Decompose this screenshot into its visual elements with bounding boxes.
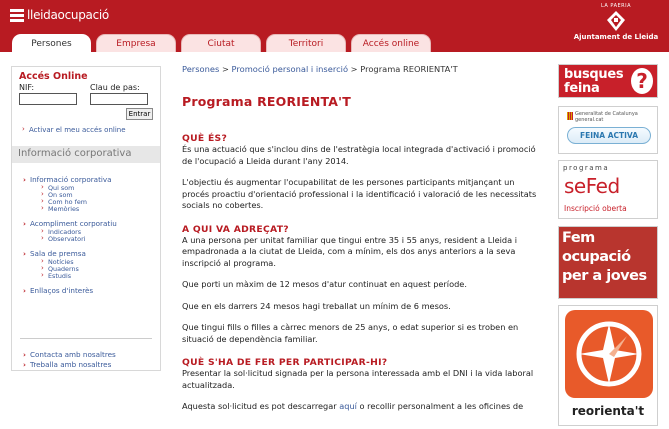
menu-group — [20, 175, 154, 213]
programa-label: programa — [563, 164, 610, 172]
sefed-logo: seFed — [564, 174, 620, 198]
ajuntament-name: Ajuntament de Lleida — [573, 33, 659, 41]
paragraph: Presentar la sol·licitud signada per la persona interessada amb el DNI i la vida laboral actualitzada. — [182, 368, 534, 390]
paragraph: Que porti un màxim de 12 mesos d'atur continuat en aquest període. — [182, 279, 467, 289]
login-box — [12, 67, 160, 138]
menu-subitem-indicadors[interactable]: › Indicadors — [20, 229, 154, 236]
tab-territori[interactable]: Territori — [266, 34, 346, 52]
paragraph: A una persona per unitat familiar que tingui entre 35 i 55 anys, resident a Lleida i empadronada a la ciutat de Lleida, com a mínim, els dos anys anteriors a la seva inscripció al programa. — [182, 234, 517, 268]
banner-reorientat[interactable] — [558, 305, 658, 426]
contact-link[interactable]: › Contacta amb nosaltres — [20, 350, 116, 360]
site-logo[interactable] — [10, 8, 109, 22]
password-label: Clau de pas: — [90, 83, 140, 92]
main-tabs — [12, 34, 436, 52]
feina-activa-label: FEINA ACTIVA — [567, 127, 651, 144]
reorientat-label: reorienta't — [571, 404, 645, 418]
menu-group — [20, 219, 154, 243]
logo-icon — [10, 8, 24, 22]
contact-links — [20, 350, 116, 370]
menu-item-enllacos[interactable]: › Enllaços d'interès — [20, 286, 154, 296]
menu-subitem-estudis[interactable]: › Estudis — [20, 273, 154, 280]
menu-item-acompliment[interactable]: › Acompliment corporatiu — [20, 219, 154, 229]
menu-item-sala-premsa[interactable]: › Sala de premsa — [20, 249, 154, 259]
menu-item-informacio-corporativa[interactable]: › Informació corporativa — [20, 175, 154, 185]
breadcrumb — [182, 64, 542, 74]
activate-access-link[interactable]: › Activar el meu accés online — [19, 126, 153, 134]
nif-input[interactable] — [19, 93, 77, 105]
banner-feina-activa[interactable] — [558, 106, 658, 154]
menu-subitem-noticies[interactable]: › Notícies — [20, 259, 154, 266]
banner-sefed[interactable] — [558, 160, 658, 219]
menu-subitem-on-som[interactable]: › On som — [20, 192, 154, 199]
paragraph: És una actuació que s'inclou dins de l'estratègia local integrada d'activació i promoció de l'ocupació a Lleida durant l'any 2014. — [182, 144, 536, 166]
generalitat-logo — [567, 111, 638, 123]
section-heading-que-es: QUÈ ÉS? — [182, 133, 228, 144]
work-with-us-link[interactable]: › Treballa amb nosaltres — [20, 360, 116, 370]
login-title: Accés Online — [19, 71, 88, 82]
breadcrumb-current: Programa REORIENTA'T — [360, 64, 458, 74]
city-crest-icon — [605, 10, 627, 32]
banner-text: ocupació — [562, 249, 631, 265]
generalitat-name: Generalitat de Catalunya — [575, 111, 638, 117]
banner-busques-feina[interactable] — [558, 64, 658, 98]
breadcrumb-separator: > — [221, 64, 232, 74]
section-heading-participar: QUÈ S'HA DE FER PER PARTICIPAR-HI? — [182, 357, 388, 368]
section-heading-a-qui: A QUI VA ADREÇAT? — [182, 223, 289, 235]
page-title: Programa REORIENTA'T — [182, 94, 351, 109]
generalitat-domain: general.cat — [575, 117, 604, 123]
paragraph: Que en els darrers 24 mesos hagi treballat un mínim de 6 mesos. — [182, 300, 451, 311]
corporate-menu — [12, 163, 160, 296]
menu-subitem-quaderns[interactable]: › Quaderns — [20, 266, 154, 273]
banner-text: Fem — [562, 230, 595, 246]
tab-acces-online[interactable]: Accés online — [351, 34, 431, 52]
menu-subitem-qui-som[interactable]: › Qui som — [20, 185, 154, 192]
inscripcio-label: Inscripció oberta — [564, 204, 627, 213]
compass-icon — [565, 310, 653, 398]
main-content — [182, 64, 542, 413]
menu-group — [20, 286, 154, 296]
banner-text: feina — [564, 81, 600, 96]
paragraph: L'objectiu és augmentar l'ocupabilitat de les persones participants mitjançant un procés proactiu d'orientació professional i la identificació i valoració de les necessitats socials no cobertes. — [182, 177, 537, 210]
menu-subitem-memories[interactable]: › Memòries — [20, 206, 154, 213]
tab-ciutat[interactable]: Ciutat — [181, 34, 261, 52]
paragraph: Que tingui fills o filles a càrrec menors de 25 anys, o edat superior si es troben en situació de dependència familiar. — [182, 322, 519, 344]
banner-text: per a joves — [562, 268, 647, 284]
site-header — [0, 0, 669, 52]
sidebar-divider — [20, 338, 152, 339]
question-mark-icon: ? — [631, 68, 653, 94]
menu-subitem-com-ho-fem[interactable]: › Com ho fem — [20, 199, 154, 206]
breadcrumb-persones[interactable]: Persones — [182, 64, 220, 74]
paragraph-text: o recollir personalment a les oficines de — [356, 401, 524, 411]
download-link[interactable]: aquí — [339, 401, 357, 411]
corporate-section-title: Informació corporativa — [12, 146, 160, 163]
paeria-label: LA PAERIA — [600, 3, 632, 9]
logo-text: lleidaocupació — [27, 8, 109, 22]
paragraph-text: Aquesta sol·licitud es pot descarregar — [182, 401, 340, 411]
tab-empresa[interactable]: Empresa — [96, 34, 176, 52]
banner-ocupacio-joves[interactable] — [558, 226, 658, 299]
nif-label: NIF: — [19, 83, 35, 92]
sidebar — [11, 66, 161, 371]
password-input[interactable] — [90, 93, 148, 105]
ajuntament-logo[interactable] — [571, 3, 661, 41]
menu-group — [20, 249, 154, 280]
menu-subitem-observatori[interactable]: › Observatori — [20, 236, 154, 243]
login-button[interactable]: Entrar — [126, 108, 153, 120]
banner-text: busques — [564, 67, 624, 82]
breadcrumb-promocio[interactable]: Promoció personal i inserció — [231, 64, 349, 74]
breadcrumb-separator: > — [350, 64, 361, 74]
tab-persones[interactable]: Persones — [12, 34, 91, 52]
paragraph — [182, 401, 542, 413]
